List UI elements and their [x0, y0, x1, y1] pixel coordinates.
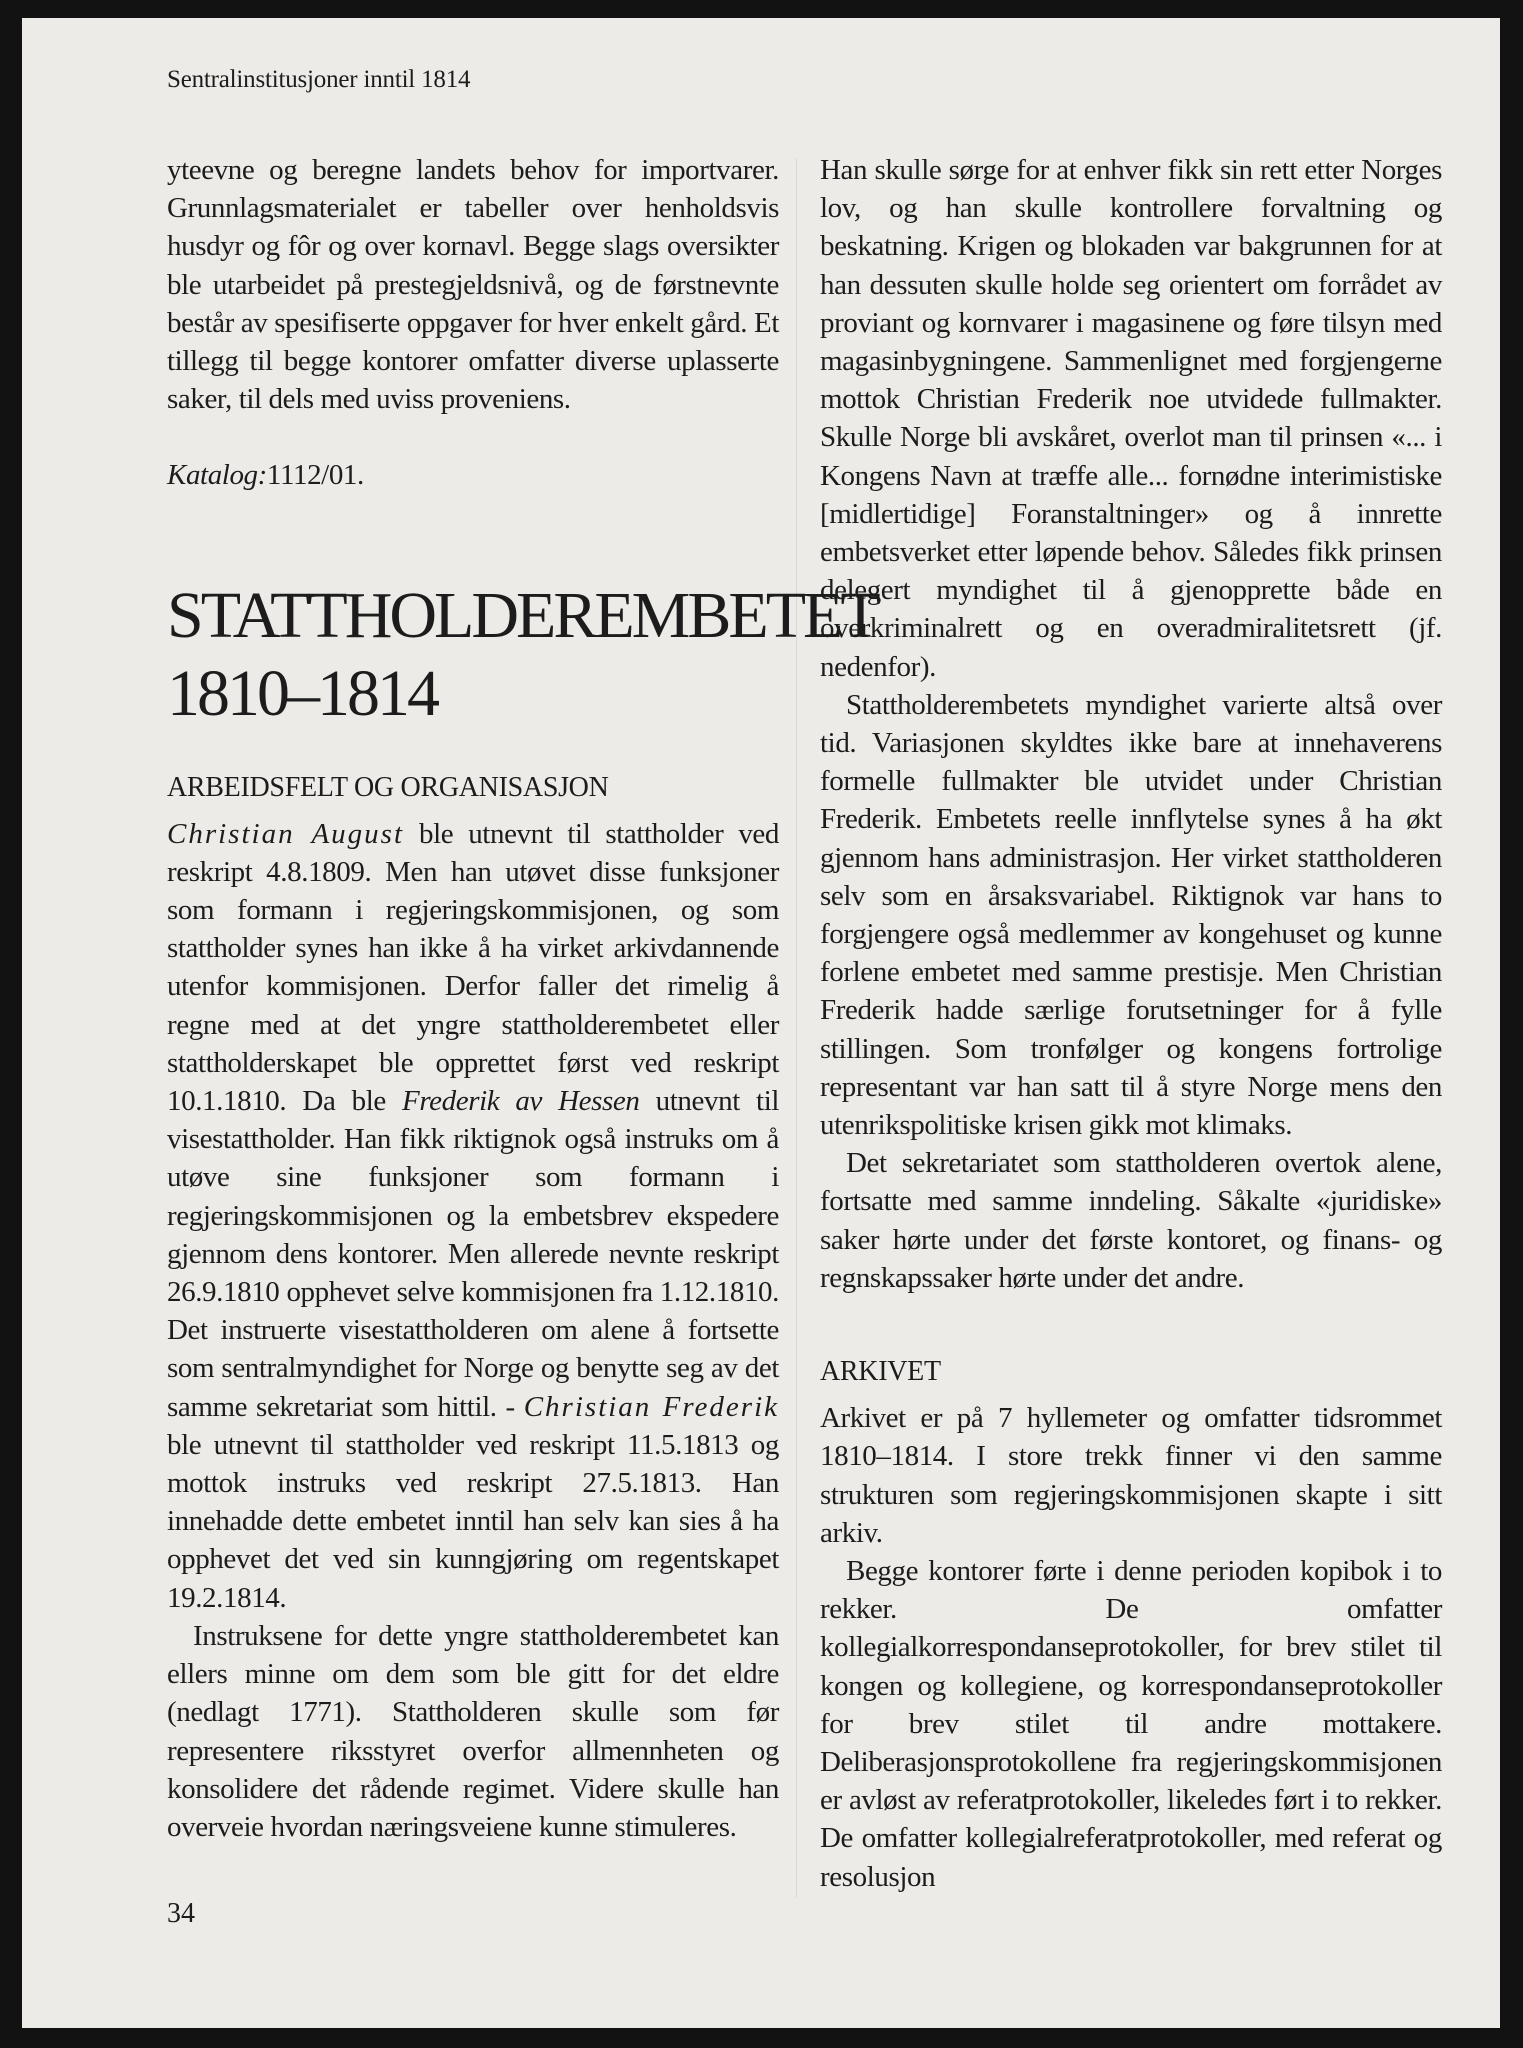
paragraph-archive-size: Arkivet er på 7 hyllemeter og omfatter tidsrommet 1810–1814. I store trekk finner vi den samme strukturen som regjeringskommisjonen skapte i sitt arkiv.	[820, 1402, 1442, 1549]
page-number: 34	[167, 1898, 195, 1929]
right-column	[820, 151, 1442, 1896]
paragraph-secretariat: Det sekretariatet som stattholderen overtok alene, fortsatte med samme inndeling. Såkalte «juridiske» saker hørte under det første kontoret, og finans- og regnskapssaker hørte under det andre.	[820, 1147, 1442, 1294]
running-head: Sentralinstitusjoner inntil 1814	[167, 66, 471, 93]
name-christian-frederik: Christian Frederik	[523, 1390, 780, 1423]
document-page	[22, 18, 1500, 2028]
paragraph-archive-series: Begge kontorer førte i denne perioden kopibok i to rekker. De omfatter kollegialkorrespondanseprotokoller, for brev stilet til kongen og kollegiene, og korrespondanseprotokoller for brev stilet til andre mottakere. Deliberasjonsprotokollene fra regjeringskommisjonen er avløst av referatprotokoller, likeledes ført i to rekker. De omfatter kollegialreferatprotokoller, med referat og resolusjon	[820, 1554, 1442, 1893]
paragraph-organisation	[167, 815, 779, 1617]
paragraph-instructions: Instruksene for dette yngre stattholderembetet kan ellers minne om dem som ble gitt for det eldre (nedlagt 1771). Stattholderen skulle som før representere riksstyret overfor allmennheten og konsolidere det rådende regimet. Videre skulle han overveie hvordan næringsveiene kunne stimuleres.	[167, 1619, 779, 1843]
title-line-2: 1810–1814	[167, 656, 437, 730]
paragraph-organisation-part-1: ble utnevnt til stattholder ved reskript 4.8.1809. Men han utøvet disse funksjoner som formann i regjeringskommisjonen, og som stattholder synes han ikke å ha virket arkivdannende utenfor kommisjonen. Derfor faller det rimelig å regne med at det yngre stattholderembetet eller stattholderskapet ble opprettet først ved reskript 10.1.1810. Da ble	[167, 817, 780, 1118]
catalog-reference	[167, 456, 779, 494]
paragraph-organisation-part-2: utnevnt til visestattholder. Han fikk riktignok også instruks om å utøve sine funksjoner som formann i regjeringskommisjonen og la embetsbrev ekspedere gjennom dens kontorer. Men allerede nevnte reskript 26.9.1810 opphevet selve kommisjonen fra 1.12.1810. Det instruerte visestattholderen om alene å fortsette som sentralmyndighet for Norge og benytte seg av det samme sekretariat som hittil. -	[167, 1085, 780, 1423]
title-line-1: STATTHOLDEREMBETET	[167, 578, 878, 652]
paragraph-organisation-part-3: ble utnevnt til stattholder ved reskript 11.5.1813 og mottok instruks ved reskript 27.5.1813. Han innehadde dette embetet inntil han selv kan sies å ha opphevet det ved sin kunngjøring om regentskapet 19.2.1814.	[167, 1428, 779, 1614]
section-title	[167, 577, 878, 733]
column-gutter	[796, 158, 797, 1898]
page-content	[22, 18, 1500, 2028]
intro-paragraph: yteevne og beregne landets behov for importvarer. Grunnlagsmaterialet er tabeller over henholdsvis husdyr og fôr og over kornavl. Begge slags oversikter ble utarbeidet på prestegjeldsnivå, og de førstnevnte består av spesifiserte oppgaver for hver enkelt gård. Et tillegg til begge kontorer omfatter diverse uplasserte saker, til dels med uviss proveniens.	[167, 154, 779, 416]
paragraph-authority: Stattholderembetets myndighet varierte altså over tid. Variasjonen skyldtes ikke bare at innehaverens formelle fullmakter ble utvidet under Christian Frederik. Embetets reelle innflytelse synes å ha økt gjennom hans administrasjon. Her virket stattholderen selv som en årsaksvariabel. Riktignok var hans to forgjengere også medlemmer av kongehuset og kunne forlene embetet med samme prestisje. Men Christian Frederik hadde særlige forutsetninger for å fylle stillingen. Som tronfølger og kongens fortrolige representant var han satt til å styre Norge mens den utenrikspolitiske krisen gikk mot klimaks.	[820, 688, 1442, 1142]
catalog-label: Katalog:	[167, 459, 267, 492]
left-column	[167, 151, 878, 1846]
name-frederik-av-hessen: Frederik av Hessen	[402, 1085, 640, 1118]
section-heading-arbeidsfelt: ARBEIDSFELT OG ORGANISASJON	[167, 771, 609, 803]
name-christian-august: Christian August	[167, 817, 405, 850]
section-heading-arkivet: ARKIVET	[820, 1356, 941, 1388]
catalog-value: 1112/01.	[266, 459, 364, 492]
paragraph-duties: Han skulle sørge for at enhver fikk sin rett etter Norges lov, og han skulle kontrollere forvaltning og beskatning. Krigen og blokaden var bakgrunnen for at han dessuten skulle holde seg orientert om forrådet av proviant og kornvarer i magasinene og føre tilsyn med magasinbygningene. Sammenlignet med forgjengerne mottok Christian Frederik noe utvidede fullmakter. Skulle Norge bli avskåret, overlot man til prinsen «... i Kongens Navn at træffe alle... fornødne interimistiske [midlertidige] Foranstaltninger» og å innrette embetsverket etter løpende behov. Således fikk prinsen delegert myndighet til å gjenopprette både en overkriminalrett og en overadmiralitetsrett (jf. nedenfor).	[820, 154, 1442, 683]
